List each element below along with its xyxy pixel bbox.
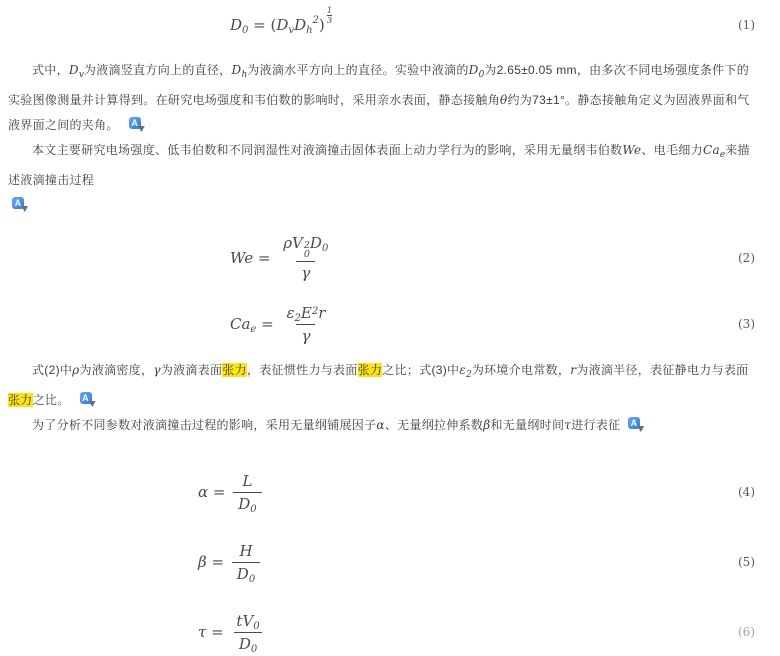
math-numerator xyxy=(278,234,333,261)
equation-2 xyxy=(230,234,336,282)
text-run: 进行表征 xyxy=(571,418,625,432)
math-variable: D xyxy=(238,634,251,653)
math-fraction xyxy=(233,472,261,513)
highlighted-text: 张力 xyxy=(8,393,33,407)
math-denominator xyxy=(232,562,260,583)
math-variable: t xyxy=(236,611,243,630)
text-run: 式(2)中 xyxy=(32,363,73,377)
math-variable-sub xyxy=(242,612,259,630)
math-variable: Ca xyxy=(230,315,251,333)
math-numerator xyxy=(281,304,330,324)
math-subscript: e xyxy=(250,324,257,335)
inline-math-symbol: 2 xyxy=(466,370,472,380)
inline-math-symbol: v xyxy=(78,70,84,80)
translate-icon[interactable] xyxy=(12,197,28,211)
math-variable: D xyxy=(236,564,249,583)
inline-math-symbol: We xyxy=(622,143,642,157)
translate-icon[interactable] xyxy=(80,392,96,406)
text-run: 之比；式(3)中 xyxy=(382,363,460,377)
math-numerator xyxy=(231,612,264,632)
equation-4 xyxy=(198,472,265,513)
math-subscript: 0 xyxy=(253,620,260,632)
text-run: 来描述液滴撞击过程 xyxy=(8,143,750,187)
inline-math-symbol: ρ xyxy=(72,363,80,377)
inline-math-symbol: α xyxy=(376,418,385,432)
equation-row-1 xyxy=(0,6,780,44)
math-fraction xyxy=(281,304,330,345)
math-variable: V xyxy=(292,234,303,252)
math-variable: H xyxy=(239,541,253,560)
math-variable: ρ xyxy=(283,234,293,252)
highlighted-text: 张力 xyxy=(222,363,247,377)
text-run: 为2.65±0.05 mm，由多次不同电场强度条件下的实验图像测量并计算得到。在研究电场强度和韦伯数的影响时，采用亲水表面，静态接触角 xyxy=(8,63,750,107)
paragraph-dimensionless-factors xyxy=(0,413,780,438)
text-run: 和无量纲时间 xyxy=(490,418,565,432)
equation-number-1: (1) xyxy=(738,18,755,32)
math-variable-subsup xyxy=(292,234,310,259)
translate-icon-letter: A xyxy=(80,392,92,404)
translate-icon-mark xyxy=(138,126,145,132)
inline-math-symbol: h xyxy=(241,70,248,80)
inline-math-symbol: 0 xyxy=(478,70,485,80)
math-denominator xyxy=(296,261,315,282)
inline-math-symbol: Ca xyxy=(702,143,720,157)
math-exponent-fraction xyxy=(327,7,332,25)
math-subscript: v xyxy=(288,25,295,36)
inline-math-symbol: τ xyxy=(564,418,572,432)
math-variable: γ xyxy=(301,326,311,345)
translate-icon-letter: A xyxy=(12,197,24,209)
paragraph-study-scope xyxy=(0,138,780,218)
equation-row-3 xyxy=(0,298,780,350)
math-fraction xyxy=(278,234,333,282)
math-variable-sub xyxy=(310,234,328,252)
translate-icon-mark xyxy=(637,426,644,432)
math-variable: D xyxy=(276,16,289,34)
math-variable: ε xyxy=(286,303,295,322)
math-denominator xyxy=(234,632,262,653)
math-denominator xyxy=(233,492,261,513)
math-variable-sub xyxy=(294,16,312,34)
math-subscript: 0 xyxy=(303,249,310,260)
math-subscript: h xyxy=(306,25,313,36)
inline-math-symbol: D xyxy=(468,63,479,77)
inline-math-symbol: e xyxy=(719,150,726,160)
equation-number-2: (2) xyxy=(738,251,755,265)
text-run: 为环境介电常数， xyxy=(471,363,571,377)
equation-number-4: (4) xyxy=(738,485,755,499)
text-run: 为液滴半径，表征静电力与表面 xyxy=(576,363,749,377)
text-run: 为液滴表面 xyxy=(160,363,223,377)
math-subscript: 0 xyxy=(321,243,329,254)
math-numerator xyxy=(234,542,257,562)
math-variable: γ xyxy=(301,264,311,282)
inline-math-symbol: β xyxy=(483,418,491,432)
math-exp-numerator: 1 xyxy=(326,6,333,16)
math-variable-sub xyxy=(230,315,256,333)
math-operator: = xyxy=(253,249,276,267)
translate-icon-letter: A xyxy=(129,117,141,129)
text-run: 约为73±1°。静态接触角定义为固液界面和气液界面之间的夹角。 xyxy=(8,93,750,132)
inline-math-symbol: D xyxy=(231,63,242,77)
math-variable: τ xyxy=(198,623,207,641)
math-variable: D xyxy=(309,234,322,252)
math-subscript: 0 xyxy=(250,643,258,655)
equation-1 xyxy=(230,6,333,36)
text-run: 式中， xyxy=(32,63,69,77)
text-run xyxy=(64,393,76,407)
text-run: 、电毛细力 xyxy=(641,143,703,157)
math-variable: r xyxy=(318,303,326,322)
equation-number-6: (6) xyxy=(738,625,755,639)
paragraph-variables-definition xyxy=(0,58,780,138)
text-run: 为了分析不同参数对液滴撞击过程的影响，采用无量纲铺展因子 xyxy=(32,418,377,432)
equation-row-5 xyxy=(0,538,780,586)
inline-math-symbol: r xyxy=(570,363,577,377)
math-variable: D xyxy=(230,16,243,34)
math-operator: = xyxy=(208,483,231,501)
math-operator: = xyxy=(206,553,229,571)
math-operator: ) xyxy=(318,16,325,34)
math-variable: D xyxy=(238,494,251,513)
math-variable: α xyxy=(198,483,209,501)
math-variable: D xyxy=(294,16,307,34)
math-variable: E xyxy=(300,303,312,322)
math-variable-sub xyxy=(276,16,294,34)
equation-number-5: (5) xyxy=(738,555,755,569)
text-run xyxy=(113,118,125,132)
inline-math-symbol: θ xyxy=(500,93,508,107)
text-run: 为液滴竖直方向上的直径， xyxy=(83,63,232,77)
translate-icon-mark xyxy=(21,206,28,212)
math-operator: = xyxy=(256,315,279,333)
highlighted-text: 张力 xyxy=(357,363,383,377)
math-superscript: 2 xyxy=(303,240,310,251)
math-variable: L xyxy=(242,471,253,490)
math-denominator xyxy=(296,324,315,345)
text-run: 为液滴水平方向上的直径。实验中液滴的 xyxy=(247,63,469,77)
equation-row-2 xyxy=(0,232,780,284)
math-subscript: 2 xyxy=(294,312,301,324)
math-variable-sub xyxy=(238,495,256,513)
inline-math-symbol: γ xyxy=(153,363,161,377)
math-superscript: 2 xyxy=(311,305,319,317)
equation-row-6 xyxy=(0,608,780,656)
equation-3 xyxy=(230,304,333,345)
math-fraction xyxy=(232,542,260,583)
equation-number-3: (3) xyxy=(738,317,755,331)
math-variable: β xyxy=(198,553,207,571)
equation-6 xyxy=(198,612,268,653)
math-variable: We xyxy=(230,249,254,267)
math-operator: = ( xyxy=(248,16,277,34)
math-subscript: 0 xyxy=(250,503,257,515)
text-run: 为液滴密度， xyxy=(79,363,154,377)
math-subscript: 0 xyxy=(242,25,249,36)
translate-icon[interactable] xyxy=(628,417,644,431)
paragraph-equation-terms xyxy=(0,358,780,413)
math-exp-denominator: 3 xyxy=(326,16,333,26)
translate-icon[interactable] xyxy=(129,117,145,131)
math-variable-sub xyxy=(239,635,257,653)
math-variable-sub xyxy=(237,565,255,583)
math-superscript: 2 xyxy=(312,15,319,26)
inline-math-symbol: ε xyxy=(459,363,467,377)
math-variable-sub xyxy=(230,16,248,34)
text-run: 本文主要研究电场强度、低韦伯数和不同润湿性对液滴撞击固体表面上动力学行为的影响，采用无量纲韦伯数 xyxy=(32,143,623,157)
translate-icon-mark xyxy=(89,401,96,407)
text-run: 之比。 xyxy=(32,393,64,407)
equation-row-4 xyxy=(0,468,780,516)
math-variable-sub xyxy=(286,304,300,322)
text-run: ，表征惯性力与表面 xyxy=(246,363,358,377)
math-operator: = xyxy=(206,623,229,641)
math-variable-sup xyxy=(301,304,318,322)
math-numerator xyxy=(237,472,257,492)
inline-math-symbol: D xyxy=(68,63,79,77)
translate-icon-letter: A xyxy=(628,417,640,429)
text-run: 、无量纲拉伸系数 xyxy=(384,418,484,432)
math-fraction xyxy=(231,612,264,653)
math-variable: V xyxy=(242,611,254,630)
math-subscript: 0 xyxy=(248,573,256,585)
equation-5 xyxy=(198,542,263,583)
